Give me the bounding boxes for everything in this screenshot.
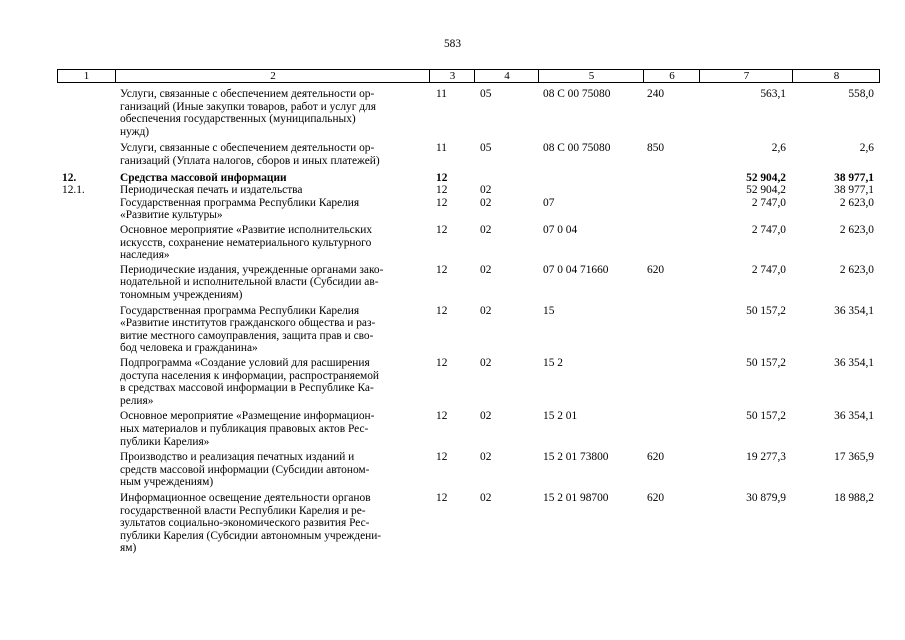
row-name (120, 305, 420, 355)
header-col-7: 7 (699, 70, 793, 82)
header-col-8: 8 (792, 70, 880, 82)
table-row (0, 264, 905, 305)
row-name-line: ганизаций (Иные закупки товаров, работ и услуг для (120, 100, 376, 113)
table-row (0, 142, 905, 171)
row-target-article: 15 2 01 73800 (543, 451, 609, 464)
row-name-line: в средствах массовой информации в Республике Ка- (120, 382, 374, 395)
row-section: 11 (436, 88, 447, 100)
header-col-6: 6 (643, 70, 700, 82)
row-name-line: Основное мероприятие «Размещение информацион- (120, 410, 375, 423)
header-col-4: 4 (474, 70, 539, 82)
table-row (0, 492, 905, 555)
row-name-line: Информационное освещение деятельности органов (120, 491, 371, 504)
row-subsection: 02 (480, 223, 492, 236)
row-name (120, 197, 420, 222)
row-name-line: государственной власти Республики Карелия и ре- (120, 504, 366, 517)
row-name-line: «Развитие культуры» (120, 209, 223, 222)
row-number: 12. (62, 171, 77, 184)
header-col-1: 1 (83, 70, 90, 82)
row-name-line: «Развитие институтов гражданского общества и раз- (120, 317, 376, 330)
row-name (120, 264, 420, 302)
row-name-line: Услуги, связанные с обеспечением деятельности ор- (120, 142, 375, 155)
row-amount-1: 563,1 (760, 88, 786, 100)
row-amount-1: 2 747,0 (751, 223, 786, 236)
row-subsection: 02 (480, 196, 492, 209)
row-amount-2: 36 354,1 (834, 410, 874, 423)
row-target-article: 15 2 01 (543, 410, 578, 423)
row-subsection: 02 (480, 184, 492, 197)
row-expense-type: 850 (647, 142, 665, 155)
row-subsection: 02 (480, 451, 492, 464)
row-name-line: публики Карелия» (120, 435, 210, 448)
row-amount-2: 2 623,0 (839, 196, 874, 209)
row-section: 12 (436, 196, 448, 209)
row-name (120, 410, 420, 448)
row-name-line: Подпрограмма «Создание условий для расширения (120, 356, 370, 369)
row-name-line: витие местного самоуправления, защита прав и сво- (120, 329, 374, 342)
row-amount-2: 2 623,0 (839, 263, 874, 276)
row-amount-1: 50 157,2 (746, 356, 786, 369)
row-name (120, 357, 420, 407)
table-row (0, 224, 905, 264)
table-header-row (57, 69, 880, 83)
row-amount-1: 52 904,2 (746, 184, 786, 197)
row-subsection: 02 (480, 356, 492, 369)
row-expense-type: 240 (647, 88, 665, 100)
row-name (120, 451, 420, 489)
row-expense-type: 620 (647, 263, 665, 276)
row-amount-1: 50 157,2 (746, 304, 786, 317)
row-target-article: 08 С 00 75080 (543, 142, 611, 155)
row-name-line: нодательной и исполнительной власти (Субсидии ав- (120, 276, 379, 289)
row-name-line: Периодические издания, учрежденные органами зако- (120, 263, 384, 276)
row-amount-1: 2,6 (771, 142, 786, 155)
row-subsection: 02 (480, 304, 492, 317)
row-section: 12 (436, 491, 448, 504)
row-section: 12 (436, 356, 448, 369)
row-name-line: публики Карелия (Субсидии автономным учреждени- (120, 529, 382, 542)
row-amount-1: 2 747,0 (751, 263, 786, 276)
row-expense-type: 620 (647, 451, 665, 464)
row-target-article: 07 0 04 (543, 223, 578, 236)
row-name (120, 88, 420, 138)
row-name-line: Государственная программа Республики Карелия (120, 196, 360, 209)
row-name-line: зультатов социально-экономического развития Рес- (120, 517, 370, 530)
header-col-2: 2 (115, 70, 430, 82)
row-amount-2: 17 365,9 (834, 451, 874, 464)
row-name-line: нужд) (120, 125, 150, 138)
row-name (120, 492, 420, 555)
row-name-line: бод человека и гражданина» (120, 342, 258, 355)
row-subsection: 02 (480, 263, 492, 276)
row-name-line: ганизаций (Уплата налогов, сборов и иных платежей) (120, 154, 380, 167)
row-target-article: 07 (543, 196, 555, 209)
row-amount-2: 558,0 (848, 88, 874, 100)
row-target-article: 15 2 (543, 356, 563, 369)
row-name (120, 172, 420, 185)
row-subsection: 05 (480, 142, 492, 155)
row-section: 12 (436, 263, 448, 276)
table-row (0, 357, 905, 410)
row-name-line: наследия» (120, 249, 170, 262)
row-amount-2: 2 623,0 (839, 223, 874, 236)
row-section: 12 (436, 223, 448, 236)
row-amount-1: 19 277,3 (746, 451, 786, 464)
row-section: 12 (436, 171, 448, 184)
row-name-line: Средства массовой информации (120, 171, 287, 184)
row-name-line: Основное мероприятие «Развитие исполнительских (120, 223, 373, 236)
table-row (0, 172, 905, 185)
row-name (120, 184, 420, 197)
row-subsection: 02 (480, 491, 492, 504)
header-col-3: 3 (429, 70, 475, 82)
row-amount-2: 2,6 (859, 142, 874, 155)
row-name-line: Производство и реализация печатных изданий и (120, 451, 355, 464)
row-amount-2: 36 354,1 (834, 304, 874, 317)
row-amount-2: 18 988,2 (834, 491, 874, 504)
row-subsection: 05 (480, 88, 492, 100)
row-amount-2: 38 977,1 (834, 184, 874, 197)
row-name-line: доступа населения к информации, распространяемой (120, 369, 380, 382)
row-amount-1: 50 157,2 (746, 410, 786, 423)
row-section: 11 (436, 142, 447, 155)
row-target-article: 15 (543, 304, 555, 317)
header-col-5: 5 (538, 70, 644, 82)
row-name-line: Государственная программа Республики Карелия (120, 304, 360, 317)
row-name-line: средств массовой информации (Субсидии автоном- (120, 463, 370, 476)
row-section: 12 (436, 451, 448, 464)
row-name-line: искусств, сохранение нематериального культурного (120, 236, 372, 249)
table-row (0, 305, 905, 357)
row-name-line: релия» (120, 394, 154, 407)
row-amount-2: 36 354,1 (834, 356, 874, 369)
table-row (0, 197, 905, 224)
row-name-line: ным учреждениям) (120, 476, 214, 489)
row-target-article: 07 0 04 71660 (543, 263, 609, 276)
row-section: 12 (436, 410, 448, 423)
row-name-line: ям) (120, 542, 137, 555)
row-amount-1: 52 904,2 (746, 171, 786, 184)
row-name-line: Периодическая печать и издательства (120, 184, 303, 197)
row-section: 12 (436, 184, 448, 197)
row-name-line: ных материалов и публикация правовых актов Рес- (120, 422, 369, 435)
row-number: 12.1. (62, 184, 85, 197)
row-section: 12 (436, 304, 448, 317)
table-body (0, 88, 905, 555)
row-name-line: тономным учреждениям) (120, 288, 243, 301)
page-number: 583 (443, 38, 462, 50)
row-subsection: 02 (480, 410, 492, 423)
row-name (120, 224, 420, 262)
table-row (0, 451, 905, 492)
row-amount-1: 2 747,0 (751, 196, 786, 209)
table-row (0, 88, 905, 142)
row-amount-1: 30 879,9 (746, 491, 786, 504)
row-name-line: Услуги, связанные с обеспечением деятельности ор- (120, 88, 375, 100)
row-expense-type: 620 (647, 491, 665, 504)
row-name (120, 142, 420, 167)
row-target-article: 15 2 01 98700 (543, 491, 609, 504)
row-target-article: 08 С 00 75080 (543, 88, 611, 100)
row-name-line: обеспечения государственных (муниципальных) (120, 113, 356, 126)
table-row (0, 410, 905, 451)
table-row (0, 184, 905, 197)
row-amount-2: 38 977,1 (834, 171, 874, 184)
